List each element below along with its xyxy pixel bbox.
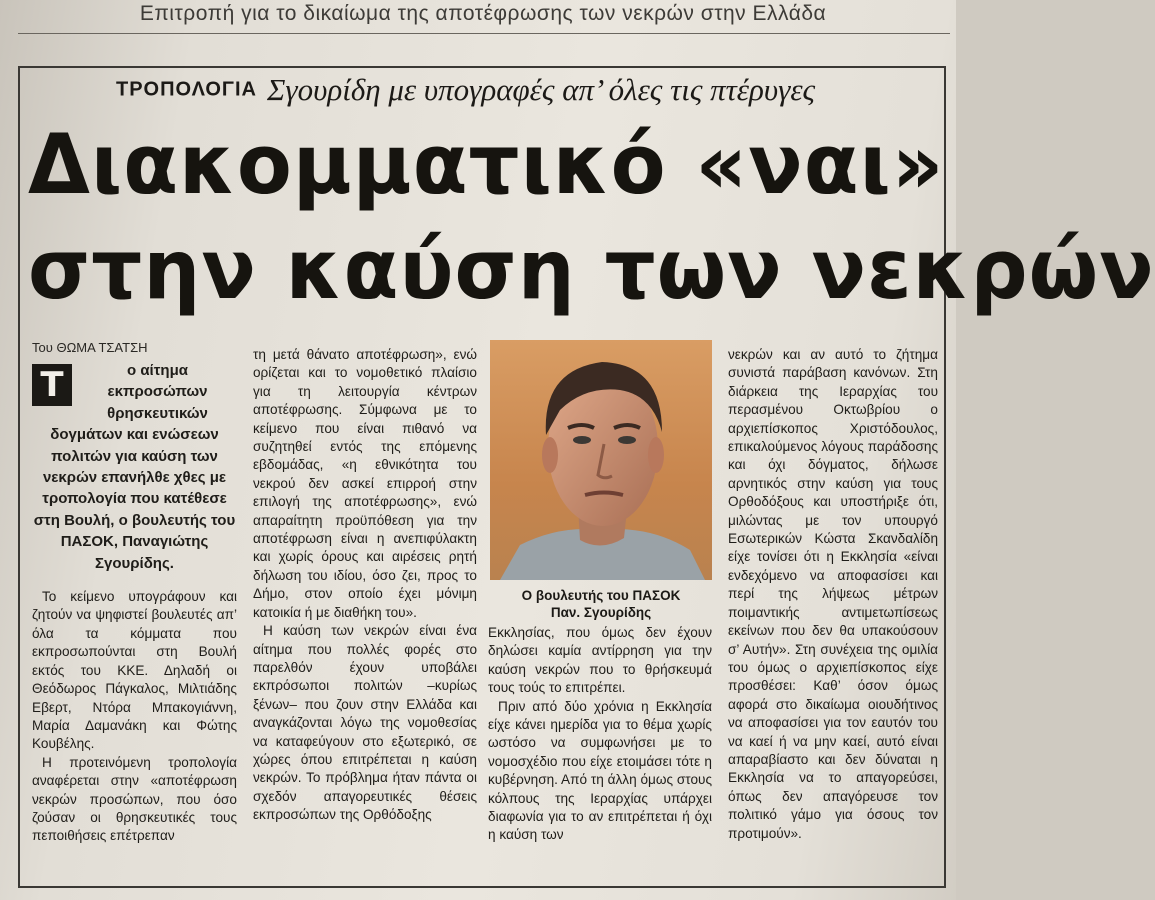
paragraph: Η καύση των νεκρών είναι ένα αίτημα που πολλές φορές στο παρελθόν έχουν υποβάλει εκπρόσωποι πολιτών –κυρίως ξένων– που ζουν στην Ελλάδα και αναγκάζονται λόγω της νομοθεσίας να καταφεύγουν στο εξωτερικό, σε χώρες όπου επιτρέπεται η καύση νεκρών. Το πρόβλημα ήταν πάντα οι σχεδόν απαγορευτικές θέσεις εκπροσώπων της Ορθόδοξης [253,623,477,823]
paragraph: τη μετά θάνατο αποτέφρωση», ενώ ορίζεται και το νομοθετικό πλαίσιο για τη λειτουργία κέντρων αποτέφρωσης. Σύμφωνα με το κείμενο που είναι πιθανό να συζητηθεί εντός της επόμενης εβδομάδας, «η εθνικότητα του νεκρού δεν ασκεί επιρροή στην επιλογή της αποτέφρωσης», ενώ απαραίτητη προϋπόθεση για την αποτέφρωση είναι η ανεπιφύλακτη και χωρίς όρους και αιρέσεις ρητή δήλωση του ιδίου, όσο ζει, προς το Δήμο, στον οποίο έχει μόνιμη κατοικία ή με διαθήκη του». [253,347,477,620]
portrait-photo [490,340,712,580]
drop-cap: Τ [32,364,72,406]
caption-line-2: Παν. Σγουρίδης [550,605,652,620]
kicker [116,72,916,118]
ear [648,437,664,473]
article-column-4 [728,346,938,876]
eye [573,436,591,444]
paragraph: Η προτεινόμενη τροπολογία αναφέρεται στην «αποτέφρωση νεκρών προσώπων, που όσο ζούσαν οι θρησκευτικές τους πεποιθήσεις επέτρεπαν [32,754,237,844]
lead-paragraph [32,360,237,574]
running-head: Επιτροπή για το δικαίωμα της αποτέφρωσης των νεκρών στην Ελλάδα [139,2,827,25]
headline-line-1: Διακομματικό «ναι» [28,116,945,213]
byline: Του ΘΩΜΑ ΤΣΑΤΣΗ [32,340,148,355]
paragraph: νεκρών και αν αυτό το ζήτημα συνιστά παράβαση κανόνων. Στη διάρκεια της Ιεραρχίας του περασμένου Οκτωβρίου ο αρχιεπίσκοπος Χριστόδουλος, επικαλούμενος λόγους παράδοσης και όχι δόγματος, δήλωσε αρνητικός στην καύση για τους Ορθοδόξους και υποστήριξε ότι, μιλώντας με τον υπουργό Εσωτερικών Κώστα Σκανδαλίδη είχε τονίσει ότι η Εκκλησία «είναι ενδεχόμενο να αποφασίσει και περί της λήψεως μέτρων ποιμαντικής αντιμετωπίσεως εκείνων που δεν θα υπακούσουν σ’ Αυτήν». Στη συνέχεια της ομιλία του όμως ο αρχιεπίσκοπος είχε προσθέσει: Καθ’ όσον όμως αφορά στο δικαίωμα οιουδήτινος να αποφασίσει για τον εαυτόν του να καεί ή να μην καεί, αυτό είναι απαραβίαστο και δεν δύναται η Εκκλησία να το απαγορεύσει, όπως δεν απαγόρευσε τον πολιτικό γάμο για όσους τον προτιμούν». [728,347,938,841]
header-rule [18,33,950,34]
portrait-illustration [490,340,712,580]
kicker-label: ΤΡΟΠΟΛΟΓΙΑ [116,78,257,101]
paragraph: Εκκλησίας, που όμως δεν έχουν δηλώσει καμία αντίρρηση για την καύση νεκρών που το θρήσκευμά τους τούς το επιτρέπει. [488,625,712,696]
paragraph: Πριν από δύο χρόνια η Εκκλησία είχε κάνει ημερίδα για το θέμα χωρίς ωστόσο να συμφωνήσει με το νομοσχέδιο που είχε ετοιμάσει τότε η κυβέρνηση. Από τη άλλη όμως στους κόλπους της Ιεραρχίας υπάρχει διαφωνία για το αν επιτρέπεται ή όχι η καύση των [488,698,712,843]
article-column-1 [32,360,237,880]
lead-text: ο αίτημα εκπροσώπων θρησκευτικών δογμάτων και ενώσεων πολιτών για καύση των νεκρών επανήλθε χθες με τροπολογία που κατέθεσε στη Βουλή, ο βουλευτής του ΠΑΣΟΚ, Παναγιώτης Σγουρίδης. [33,362,236,572]
ear [542,437,558,473]
caption-line-1: Ο βουλευτής του ΠΑΣΟΚ [521,588,681,603]
photo-caption [490,587,712,621]
article-column-2 [253,346,477,876]
paragraph: Το κείμενο υπογράφουν και ζητούν να ψηφιστεί βουλευτές απ’ όλα τα κόμματα που εκπροσωπούνται στη Βουλή εκτός του ΚΚΕ. Δηλαδή οι Θεόδωρος Πάγκαλος, Μιλτιάδης Εβερτ, Ντόρα Μπακογιάννη, Μαρία Δαμανάκη και Φώτης Κουβέλης. [32,589,237,752]
eye [618,436,636,444]
kicker-text: Σγουρίδη με υπογραφές απ’ όλες τις πτέρυγες [266,72,816,107]
headline-line-2: στην καύση των νεκρών [28,221,1155,318]
article-column-3 [488,624,712,880]
